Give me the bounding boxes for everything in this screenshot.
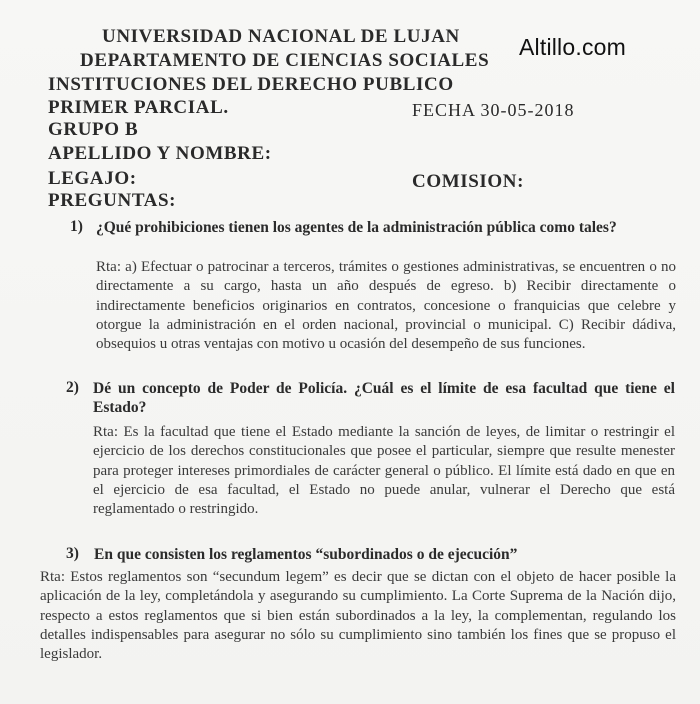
exam-date: FECHA 30-05-2018 bbox=[412, 100, 575, 120]
exam-title: PRIMER PARCIAL. bbox=[48, 97, 229, 118]
question-title: ¿Qué prohibiciones tienen los agentes de la administración pública como tales? bbox=[96, 219, 617, 236]
question-number: 2) bbox=[66, 379, 79, 396]
question-title: En que consisten los reglamentos “subordinados o de ejecución” bbox=[94, 546, 518, 563]
question-number: 3) bbox=[66, 545, 79, 562]
legajo-label: LEGAJO: bbox=[48, 168, 137, 189]
question-answer: Rta: a) Efectuar o patrocinar a terceros, trámites o gestiones administrativas, se encuentren o no directamente a su cargo, hasta un año después de egreso. b) Recibir directamente o indirectamente beneficios originarios en contratos, concesione o franquicias que celebre y otorgue la administración en el orden nacional, provincial o municipal. C) Recibir dádiva, obsequios u otras ventajas con motivo u ocasión del desempeño de sus funciones. bbox=[96, 259, 676, 353]
department-title: DEPARTAMENTO DE CIENCIAS SOCIALES bbox=[80, 50, 490, 71]
question-answer: Rta: Es la facultad que tiene el Estado mediante la sanción de leyes, de limitar o restringir el ejercicio de los derechos constitucionales que posee el particular, siempre que resulte menester para proteger intereses primordiales de carácter general o público. El límite está dado en que en el ejercicio de esa facultad, el Estado no puede anular, vulnerar el Derecho que está reglamentado o restringido. bbox=[93, 424, 675, 518]
course-title: INSTITUCIONES DEL DERECHO PUBLICO bbox=[48, 74, 454, 95]
watermark-text: Altillo.com bbox=[519, 34, 627, 60]
name-label: APELLIDO Y NOMBRE: bbox=[48, 143, 272, 164]
exam-group: GRUPO B bbox=[48, 119, 139, 140]
comision-label: COMISION: bbox=[412, 171, 525, 192]
question-title: Dé un concepto de Poder de Policía. ¿Cuál es el límite de esa facultad que tiene el Estado? bbox=[93, 380, 675, 416]
university-title: UNIVERSIDAD NACIONAL DE LUJAN bbox=[102, 26, 460, 47]
preguntas-label: PREGUNTAS: bbox=[48, 190, 177, 211]
question-number: 1) bbox=[70, 218, 83, 235]
question-answer: Rta: Estos reglamentos son “secundum legem” es decir que se dictan con el objeto de hacer posible la aplicación de la ley, completándola y asegurando su cumplimiento. La Corte Suprema de la Nación dijo, respecto a estos reglamentos que si bien están subordinados a la ley, la complementan, regulando los detalles indispensables para asegurar no sólo su cumplimiento sino también los fines que se propuso el legislador. bbox=[40, 569, 676, 663]
